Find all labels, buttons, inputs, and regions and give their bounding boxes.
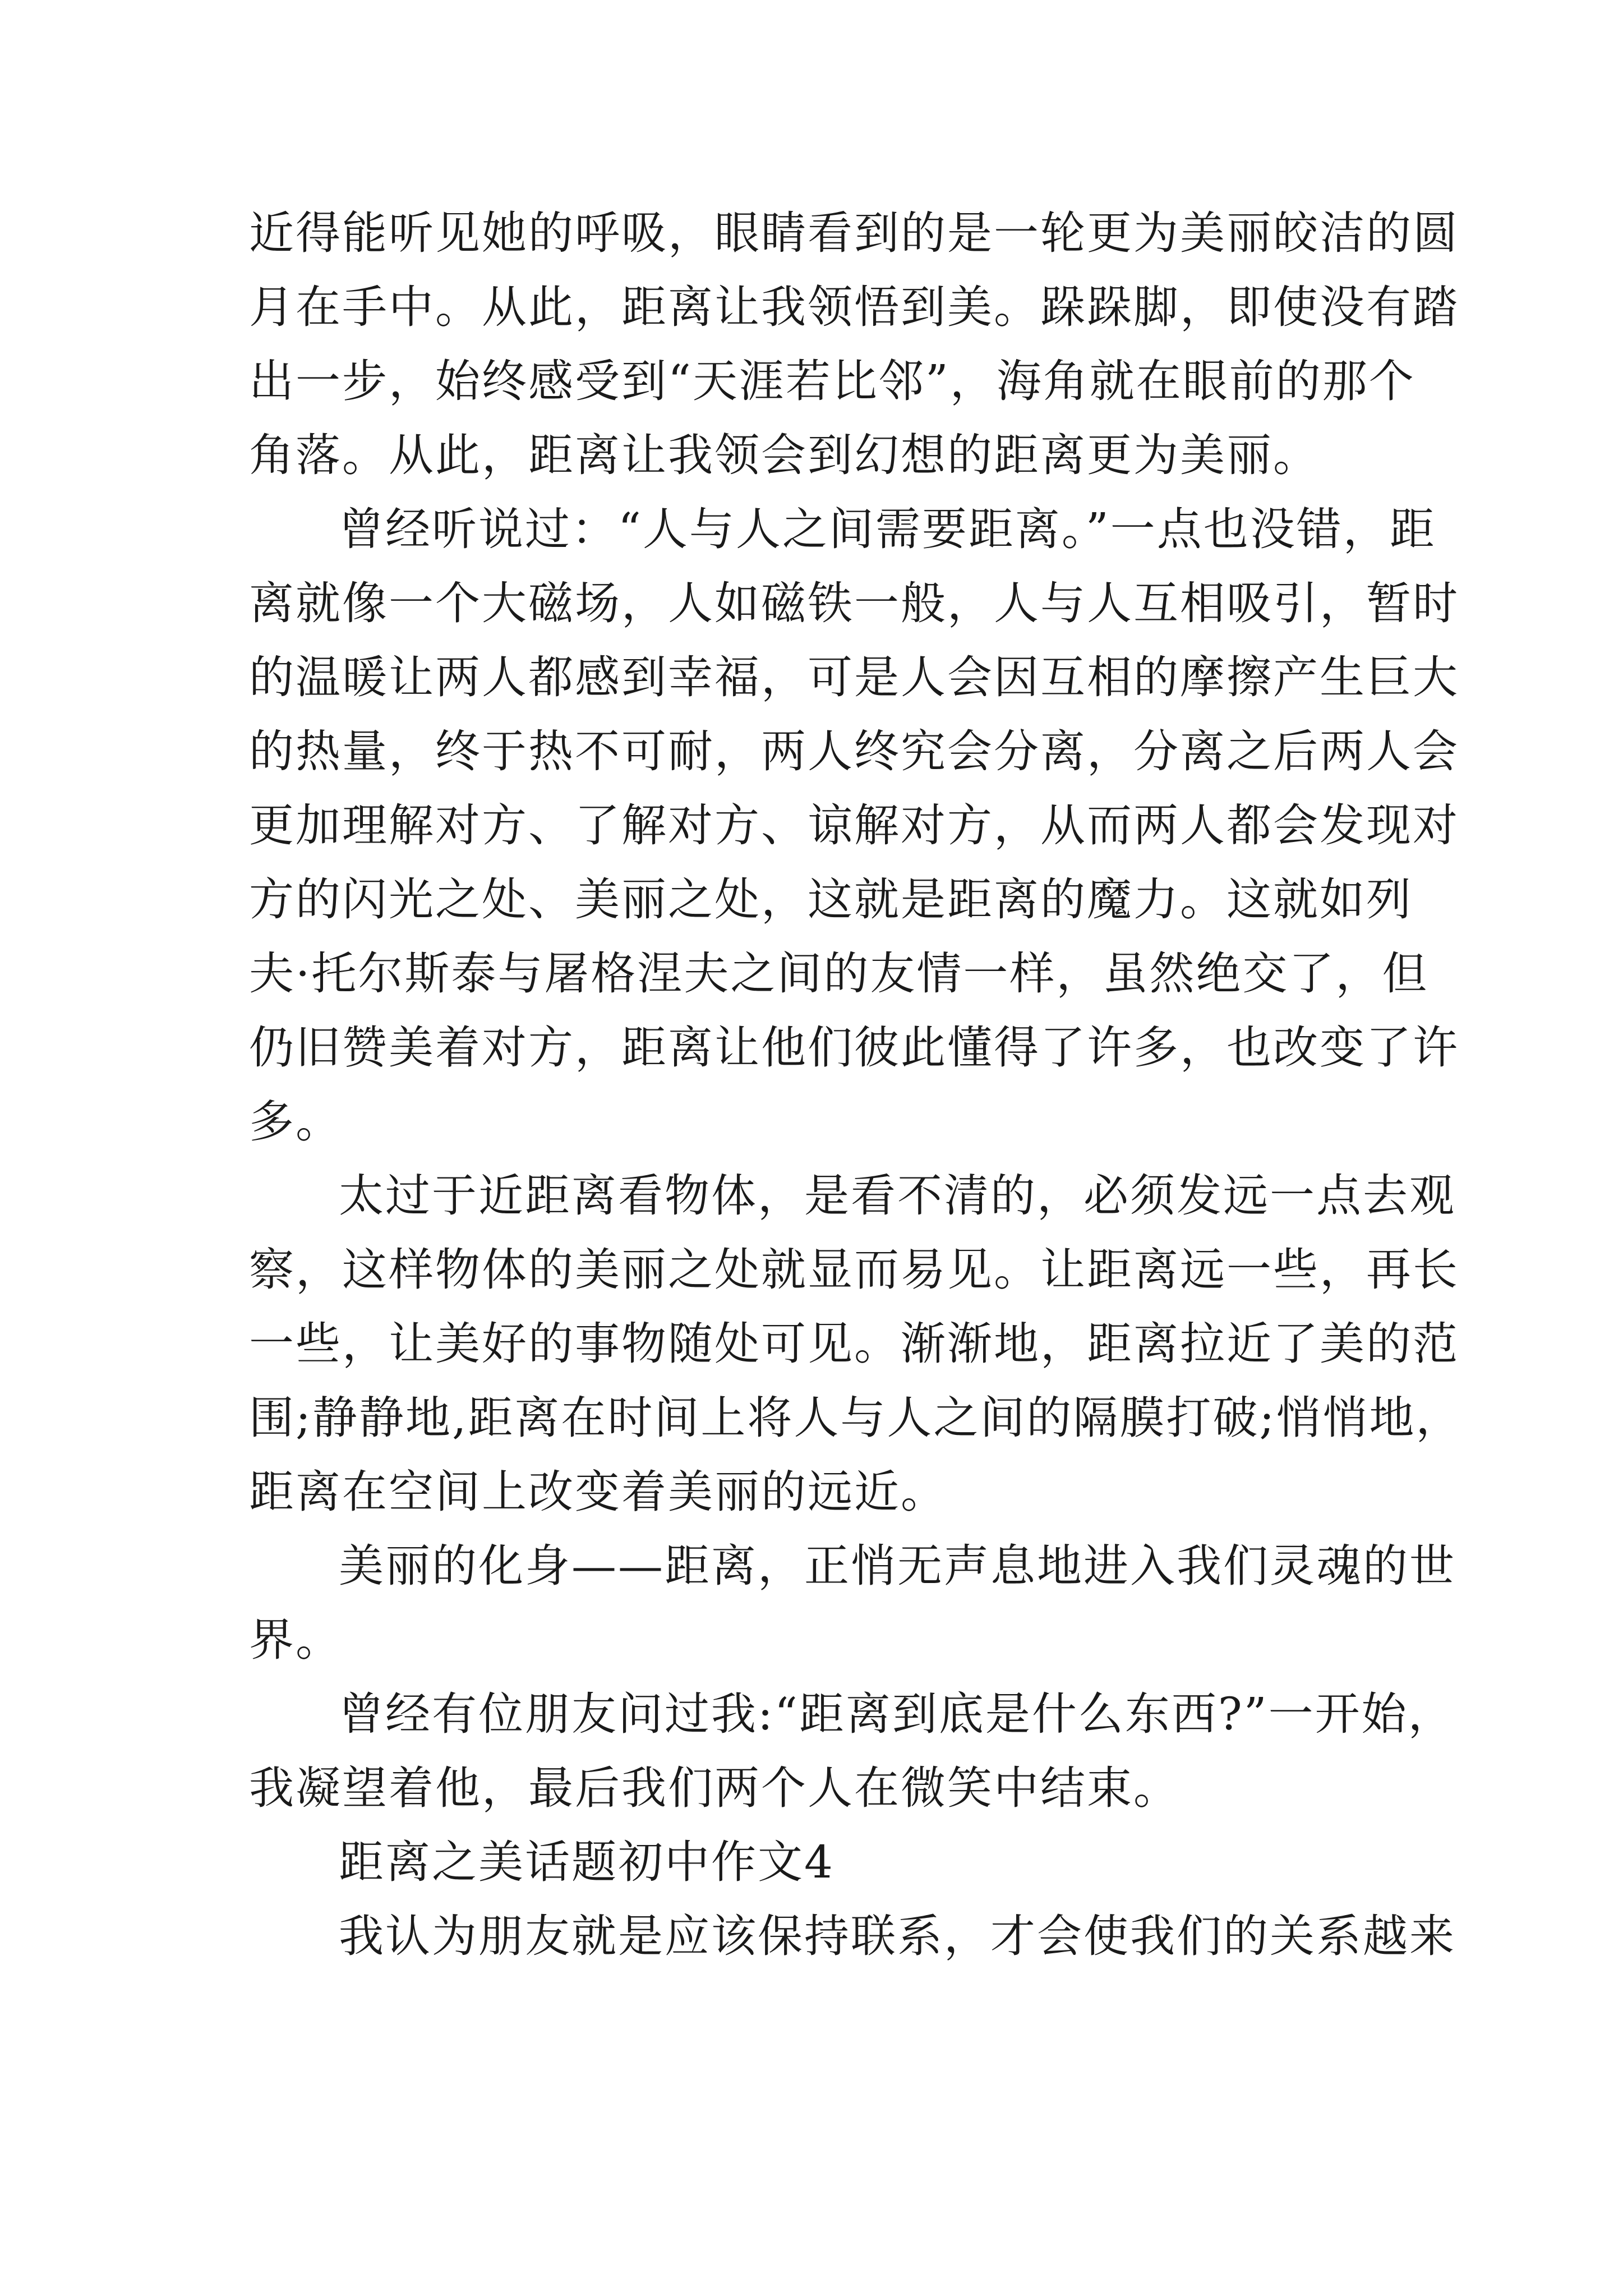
line-text: 出一步，始终感受到“天涯若比邻”，海角就在眼前的那个 [249, 355, 1415, 407]
line-text: 曾经听说过：“人与人之间需要距离。”一点也没错，距 [339, 503, 1436, 555]
line-text: 的温暖让两人都感到幸福，可是人会因互相的摩擦产生巨大 [249, 651, 1459, 703]
text-line [249, 1233, 1459, 1307]
text-line [249, 715, 1459, 789]
text-line [249, 1085, 1387, 1159]
line-text: 美丽的化身——距离，正悄无声息地进入我们灵魂的世 [339, 1540, 1456, 1592]
text-line [249, 1455, 1387, 1529]
text-line [249, 1011, 1459, 1085]
text-line [249, 789, 1459, 863]
section-heading [249, 1825, 1387, 1899]
paragraph-first-line [249, 1899, 1456, 1973]
line-text: 围;静静地,距离在时间上将人与人之间的隔膜打破;悄悄地， [249, 1392, 1463, 1444]
paragraph-first-line [249, 493, 1436, 567]
line-text: 角落。从此，距离让我领会到幻想的距离更为美丽。 [249, 429, 1320, 481]
text-line [249, 196, 1459, 270]
text-line [249, 1307, 1459, 1381]
line-text: 察，这样物体的美丽之处就显而易见。让距离远一些，再长 [249, 1244, 1459, 1296]
line-text: 太过于近距离看物体，是看不清的，必须发远一点去观 [339, 1170, 1456, 1222]
line-text: 月在手中。从此，距离让我领悟到美。跺跺脚，即使没有踏 [249, 281, 1459, 333]
text-line [249, 641, 1459, 715]
paragraph-first-line [249, 1677, 1455, 1751]
heading-text: 距离之美话题初中作文4 [339, 1836, 834, 1888]
paragraph-first-line [249, 1159, 1456, 1233]
essay-body [249, 196, 1463, 1973]
line-text: 离就像一个大磁场，人如磁铁一般，人与人互相吸引，暂时 [249, 577, 1459, 629]
text-line [249, 1603, 1387, 1677]
paragraph-first-line [249, 1529, 1456, 1603]
text-line [249, 418, 1387, 493]
text-line [249, 1751, 1387, 1825]
line-text: 我认为朋友就是应该保持联系，才会使我们的关系越来 [339, 1910, 1456, 1962]
line-text: 曾经有位朋友问过我:“距离到底是什么东西?”一开始， [339, 1688, 1455, 1740]
text-line [249, 937, 1429, 1011]
line-text: 仍旧赞美着对方，距离让他们彼此懂得了许多，也改变了许 [249, 1022, 1459, 1074]
text-line [249, 344, 1415, 418]
text-line [249, 863, 1413, 937]
line-text: 近得能听见她的呼吸，眼睛看到的是一轮更为美丽皎洁的圆 [249, 207, 1459, 259]
line-text: 界。 [249, 1614, 342, 1666]
line-text: 方的闪光之处、美丽之处，这就是距离的魔力。这就如列 [249, 873, 1413, 926]
text-line [249, 270, 1459, 344]
line-text: 夫·托尔斯泰与屠格涅夫之间的友情一样，虽然绝交了，但 [249, 947, 1429, 1000]
line-text: 的热量，终于热不可耐，两人终究会分离，分离之后两人会 [249, 725, 1459, 777]
line-text: 多。 [249, 1096, 342, 1148]
line-text: 距离在空间上改变着美丽的远近。 [249, 1466, 947, 1518]
line-text: 一些，让美好的事物随处可见。渐渐地，距离拉近了美的范 [249, 1318, 1459, 1370]
text-line [249, 1381, 1463, 1455]
line-text: 我凝望着他，最后我们两个人在微笑中结束。 [249, 1762, 1180, 1814]
text-line [249, 567, 1459, 641]
line-text: 更加理解对方、了解对方、谅解对方，从而两人都会发现对 [249, 799, 1459, 852]
